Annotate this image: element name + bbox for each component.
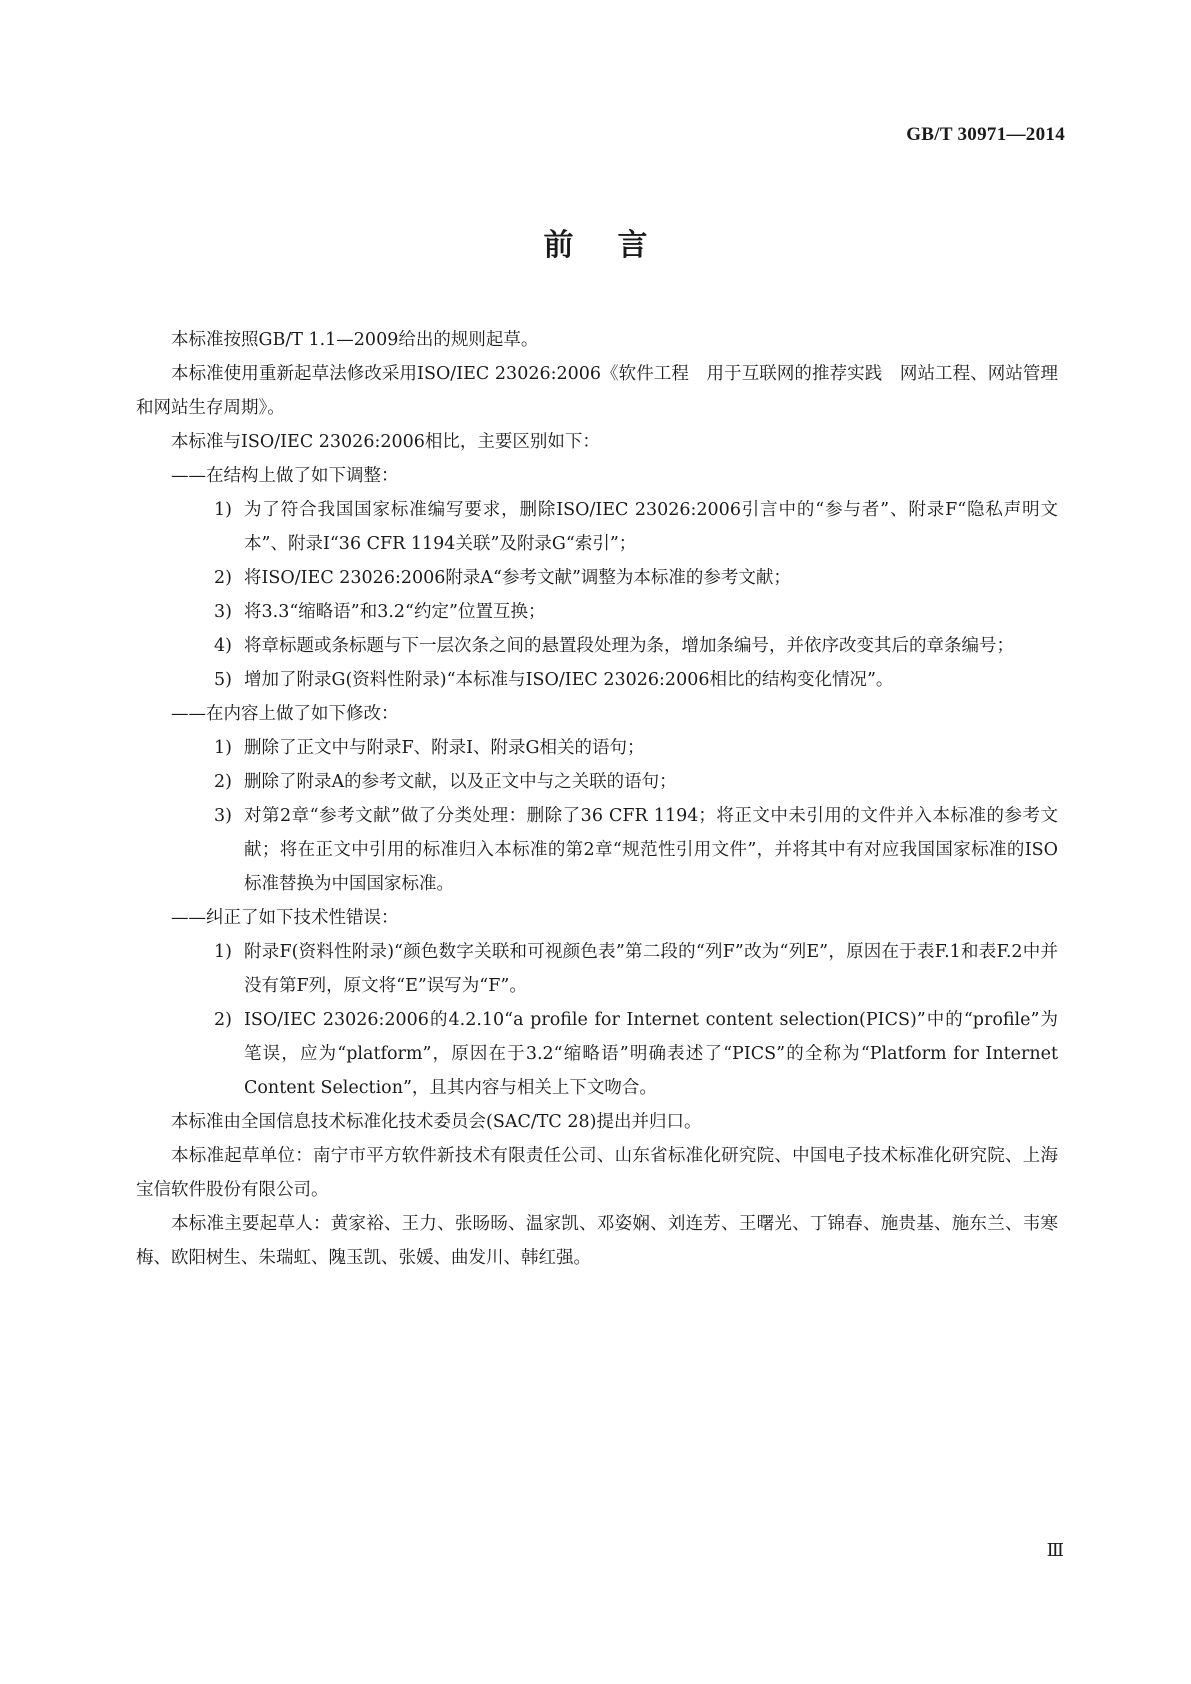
list-item — [136, 731, 1058, 765]
item-number: 2) — [214, 1010, 232, 1030]
item-number: 4) — [214, 636, 232, 656]
page-title: 前言 — [543, 228, 692, 263]
list-item — [136, 935, 1058, 1003]
item-number: 5) — [214, 670, 232, 690]
paragraph-drafters: 本标准主要起草人：黄家裕、王力、张旸旸、温家凯、邓姿娴、刘连芳、王曙光、丁锦春、施贵基、施东兰、韦寒梅、欧阳树生、朱瑞虹、隗玉凯、张媛、曲发川、韩红强。 — [136, 1214, 1058, 1268]
paragraph-proposer: 本标准由全国信息技术标准化技术委员会(SAC/TC 28)提出并归口。 — [171, 1112, 702, 1132]
item-text: 将3.3“缩略语”和3.2“约定”位置互换； — [244, 602, 546, 622]
list-item — [136, 1003, 1058, 1105]
item-number: 2) — [214, 772, 232, 792]
paragraph-drafting-units: 本标准起草单位：南宁市平方软件新技术有限责任公司、山东省标准化研究院、中国电子技术标准化研究院、上海宝信软件股份有限公司。 — [136, 1146, 1058, 1200]
list-item — [136, 663, 1058, 697]
document-body — [136, 323, 1058, 1275]
list-item — [136, 595, 1058, 629]
item-text: 对第2章“参考文献”做了分类处理：删除了36 CFR 1194；将正文中未引用的文件并入本标准的参考文献；将在正文中引用的标准归入本标准的第2章“规范性引用文件”，并将其中有对应我国国家标准的ISO标准替换为中国国家标准。 — [244, 806, 1058, 894]
item-number: 3) — [214, 602, 232, 622]
item-text: 增加了附录G(资料性附录)“本标准与ISO/IEC 23026:2006相比的结构变化情况”。 — [244, 670, 894, 690]
paragraph-adoption: 本标准使用重新起草法修改采用ISO/IEC 23026:2006《软件工程 用于互联网的推荐实践 网站工程、网站管理和网站生存周期》。 — [136, 364, 1058, 418]
dash-technical-errors: ——纠正了如下技术性错误： — [171, 908, 399, 928]
item-text: 删除了附录A的参考文献，以及正文中与之关联的语句； — [244, 772, 677, 792]
item-text: 将章标题或条标题与下一层次条之间的悬置段处理为条，增加条编号，并依序改变其后的章条编号； — [244, 636, 1014, 656]
dash-content-changes: ——在内容上做了如下修改： — [171, 704, 399, 724]
list-item — [136, 799, 1058, 901]
item-text: 将ISO/IEC 23026:2006附录A“参考文献”调整为本标准的参考文献； — [244, 568, 791, 588]
paragraph-differences: 本标准与ISO/IEC 23026:2006相比，主要区别如下： — [171, 432, 600, 452]
item-text: 为了符合我国国家标准编写要求，删除ISO/IEC 23026:2006引言中的“参与者”、附录F“隐私声明文本”、附录I“36 CFR 1194关联”及附录G“索引”； — [244, 500, 1058, 554]
item-number: 3) — [214, 806, 232, 826]
page-number: Ⅲ — [1046, 1540, 1064, 1560]
item-text: ISO/IEC 23026:2006的4.2.10“a profile for Internet content selection(PICS)”中的“profile”为笔误，应为“platform”，原因在于3.2“缩略语”明确表述了“PICS”的全称为“Platform for Internet Content Selection”，且其内容与相关上下文吻合。 — [244, 1010, 1058, 1098]
item-number: 1) — [214, 500, 232, 520]
list-item — [136, 561, 1058, 595]
item-number: 2) — [214, 568, 232, 588]
dash-structure-changes: ——在结构上做了如下调整： — [171, 466, 399, 486]
item-number: 1) — [214, 738, 232, 758]
list-item — [136, 629, 1058, 663]
standard-number: GB/T 30971—2014 — [906, 124, 1065, 145]
item-text: 附录F(资料性附录)“颜色数字关联和可视颜色表”第二段的“列F”改为“列E”，原因在于表F.1和表F.2中并没有第F列，原文将“E”误写为“F”。 — [244, 942, 1058, 996]
list-item — [136, 493, 1058, 561]
item-text: 删除了正文中与附录F、附录I、附录G相关的语句； — [244, 738, 645, 758]
list-item — [136, 765, 1058, 799]
item-number: 1) — [214, 942, 232, 962]
paragraph-drafting-rules: 本标准按照GB/T 1.1—2009给出的规则起草。 — [171, 330, 539, 350]
